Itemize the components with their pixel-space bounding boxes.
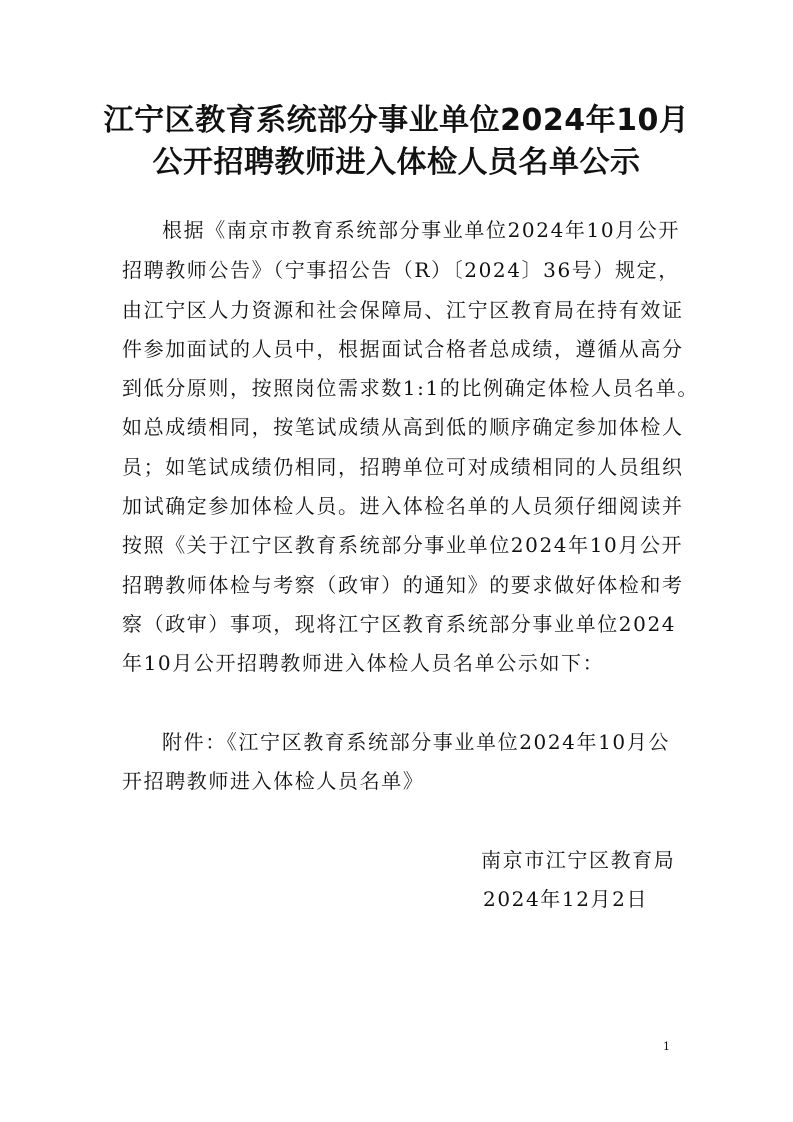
attachment-line: 开招聘教师进入体检人员名单》 <box>122 769 425 793</box>
document-title-line-2: 公开招聘教师进入体检人员名单公示 <box>152 145 641 180</box>
attachment-line: 附件：《江宁区教育系统部分事业单位2024年10月公 <box>162 730 670 754</box>
body-line: 到低分原则，按照岗位需求数1:1的比例确定体检人员名单。 <box>122 376 699 400</box>
body-line: 察（政审）事项，现将江宁区教育系统部分事业单位2024 <box>122 612 677 636</box>
document-title-line-1: 江宁区教育系统部分事业单位2024年10月 <box>103 103 690 138</box>
body-line: 根据《南京市教育系统部分事业单位2024年10月公开 <box>162 218 680 242</box>
page-number: 1 <box>663 1040 670 1053</box>
issuing-organization: 南京市江宁区教育局 <box>481 848 676 872</box>
issue-date: 2024年12月2日 <box>483 887 649 911</box>
body-line: 按照《关于江宁区教育系统部分事业单位2024年10月公开 <box>122 533 684 557</box>
body-line: 招聘教师公告》（宁事招公告（R）〔2024〕36号）规定， <box>122 258 680 282</box>
body-line: 员；如笔试成绩仍相同，招聘单位可对成绩相同的人员组织 <box>122 455 684 479</box>
body-line: 招聘教师体检与考察（政审）的通知》的要求做好体检和考 <box>122 573 684 597</box>
body-line: 件参加面试的人员中，根据面试合格者总成绩，遵循从高分 <box>122 337 684 361</box>
body-line: 如总成绩相同，按笔试成绩从高到低的顺序确定参加体检人 <box>122 415 684 439</box>
body-line: 由江宁区人力资源和社会保障局、江宁区教育局在持有效证 <box>122 298 684 322</box>
body-line: 年10月公开招聘教师进入体检人员名单公示如下： <box>122 651 605 675</box>
body-line: 加试确定参加体检人员。进入体检名单的人员须仔细阅读并 <box>122 494 684 518</box>
